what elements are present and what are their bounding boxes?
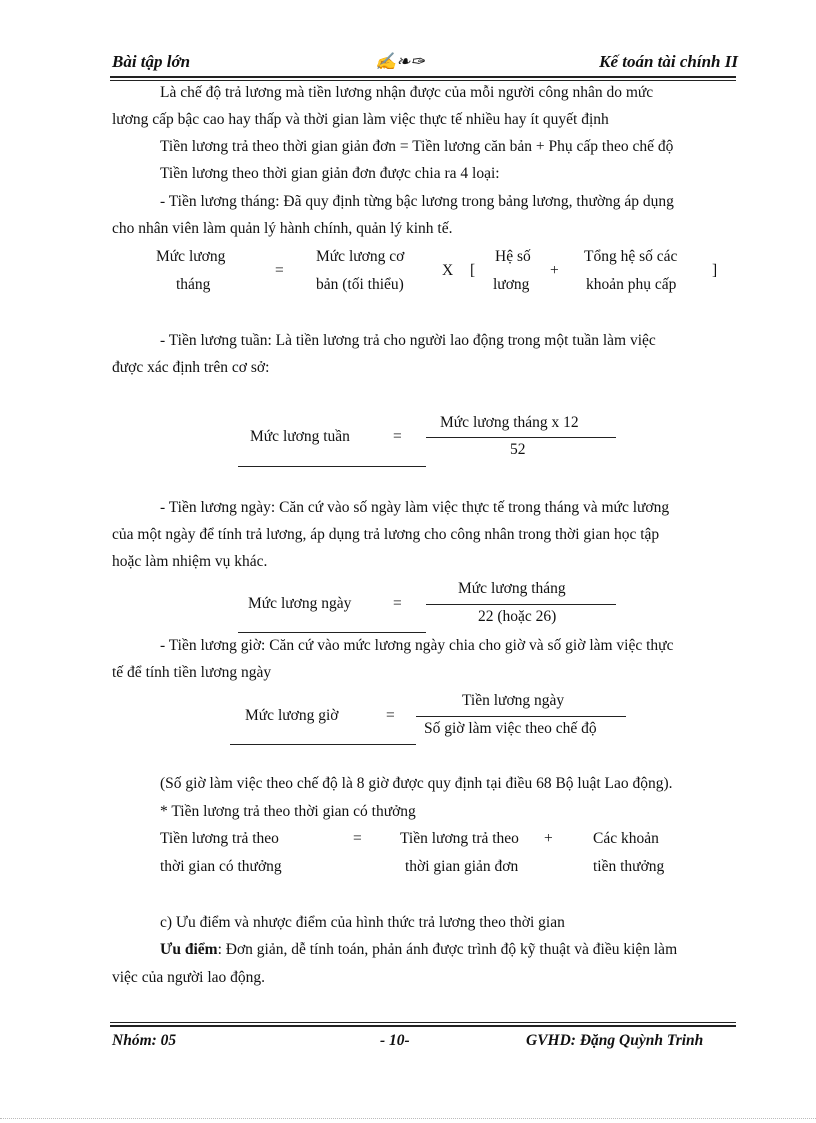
footer-page-number: - 10- bbox=[380, 1032, 410, 1049]
f4-label: Mức lương giờ bbox=[245, 707, 339, 724]
f1-c2: lương bbox=[493, 276, 530, 293]
f2-fraction-bar bbox=[426, 437, 616, 438]
para-7-line-1: - Tiền lương giờ: Căn cứ vào mức lương ngày chia cho giờ và số giờ làm việc thực bbox=[160, 637, 674, 654]
f4-fraction-bar bbox=[416, 716, 626, 717]
f5-plus: + bbox=[544, 830, 553, 847]
para-11-bold-term: Ưu điểm bbox=[160, 941, 218, 958]
f5-b1: Tiền lương trả theo bbox=[400, 830, 519, 847]
para-6-line-1: - Tiền lương ngày: Căn cứ vào số ngày làm việc thực tế trong tháng và mức lương bbox=[160, 499, 670, 516]
f1-a2: tháng bbox=[176, 276, 211, 293]
f1-times: X bbox=[442, 262, 454, 279]
para-2: Tiền lương trả theo thời gian giản đơn = Tiền lương căn bản + Phụ cấp theo chế độ bbox=[160, 138, 674, 155]
f1-b2: bản (tối thiểu) bbox=[316, 276, 404, 293]
para-1-line-2: lương cấp bậc cao hay thấp và thời gian làm việc thực tế nhiều hay ít quyết định bbox=[112, 111, 609, 128]
para-10: c) Ưu điểm và nhược điểm của hình thức trả lương theo thời gian bbox=[160, 914, 565, 931]
footer-right: GVHD: Đặng Quỳnh Trinh bbox=[526, 1032, 704, 1049]
f1-plus: + bbox=[550, 262, 559, 279]
footer-left: Nhóm: 05 bbox=[112, 1032, 177, 1049]
header-left: Bài tập lớn bbox=[112, 52, 191, 71]
f4-numerator: Tiền lương ngày bbox=[462, 692, 565, 709]
f1-c1: Hệ số bbox=[495, 248, 531, 265]
para-9: * Tiền lương trả theo thời gian có thưởng bbox=[160, 803, 416, 820]
f3-denominator: 22 (hoặc 26) bbox=[478, 608, 557, 625]
para-5-line-1: - Tiền lương tuần: Là tiền lương trả cho người lao động trong một tuần làm việc bbox=[160, 332, 656, 349]
f3-label: Mức lương ngày bbox=[248, 595, 352, 612]
para-7-line-2: tế để tính tiền lương ngày bbox=[112, 664, 272, 681]
f1-b1: Mức lương cơ bbox=[316, 248, 405, 265]
para-6-line-3: hoặc làm nhiệm vụ khác. bbox=[112, 553, 268, 570]
f1-d2: khoản phụ cấp bbox=[586, 276, 677, 293]
para-11-line-2: việc của người lao động. bbox=[112, 969, 266, 986]
f2-underline bbox=[238, 466, 426, 467]
f2-label: Mức lương tuần bbox=[250, 428, 350, 445]
f1-a1: Mức lương bbox=[156, 248, 226, 265]
header-ornament: ✍❧✑ bbox=[375, 52, 425, 71]
f3-fraction-bar bbox=[426, 604, 616, 605]
f4-underline bbox=[230, 744, 416, 745]
f1-right-bracket: ] bbox=[712, 262, 718, 279]
f5-b2: thời gian giản đơn bbox=[405, 858, 519, 875]
f3-numerator: Mức lương tháng bbox=[458, 580, 566, 597]
f1-d1: Tổng hệ số các bbox=[584, 248, 678, 265]
para-11-rest: : Đơn giản, dễ tính toán, phản ánh được trình độ kỹ thuật và điều kiện làm bbox=[217, 941, 678, 958]
f5-c1: Các khoản bbox=[593, 830, 659, 847]
footer-rule-thick bbox=[110, 1025, 736, 1027]
f2-equals: = bbox=[393, 428, 402, 445]
para-8: (Số giờ làm việc theo chế độ là 8 giờ được quy định tại điều 68 Bộ luật Lao động). bbox=[160, 775, 673, 792]
header-right: Kế toán tài chính II bbox=[599, 52, 738, 71]
f5-c2: tiền thưởng bbox=[593, 858, 665, 875]
para-4-line-1: - Tiền lương tháng: Đã quy định từng bậc lương trong bảng lương, thường áp dụng bbox=[160, 193, 674, 210]
f2-denominator: 52 bbox=[510, 441, 526, 458]
f1-equals: = bbox=[275, 262, 284, 279]
header-rule-thick bbox=[110, 76, 736, 78]
para-1-line-1: Là chế độ trả lương mà tiền lương nhận được của mỗi người công nhân do mức bbox=[160, 84, 654, 101]
para-3: Tiền lương theo thời gian giản đơn được chia ra 4 loại: bbox=[160, 165, 500, 182]
para-11-line-1 bbox=[160, 936, 677, 963]
f5-a1: Tiền lương trả theo bbox=[160, 830, 279, 847]
page-bottom-edge bbox=[0, 1118, 816, 1119]
f3-equals: = bbox=[393, 595, 402, 612]
para-4-line-2: cho nhân viên làm quản lý hành chính, quản lý kinh tế. bbox=[112, 220, 453, 237]
f1-left-bracket: [ bbox=[470, 262, 476, 279]
f4-equals: = bbox=[386, 707, 395, 724]
para-5-line-2: được xác định trên cơ sở: bbox=[112, 359, 270, 376]
f5-a2: thời gian có thưởng bbox=[160, 858, 282, 875]
f2-numerator: Mức lương tháng x 12 bbox=[440, 414, 579, 431]
footer-rule-thin bbox=[110, 1022, 736, 1023]
f4-denominator: Số giờ làm việc theo chế độ bbox=[424, 720, 597, 737]
f5-equals: = bbox=[353, 830, 362, 847]
para-6-line-2: của một ngày để tính trả lương, áp dụng trả lương cho công nhân trong thời gian học tập bbox=[112, 526, 660, 543]
